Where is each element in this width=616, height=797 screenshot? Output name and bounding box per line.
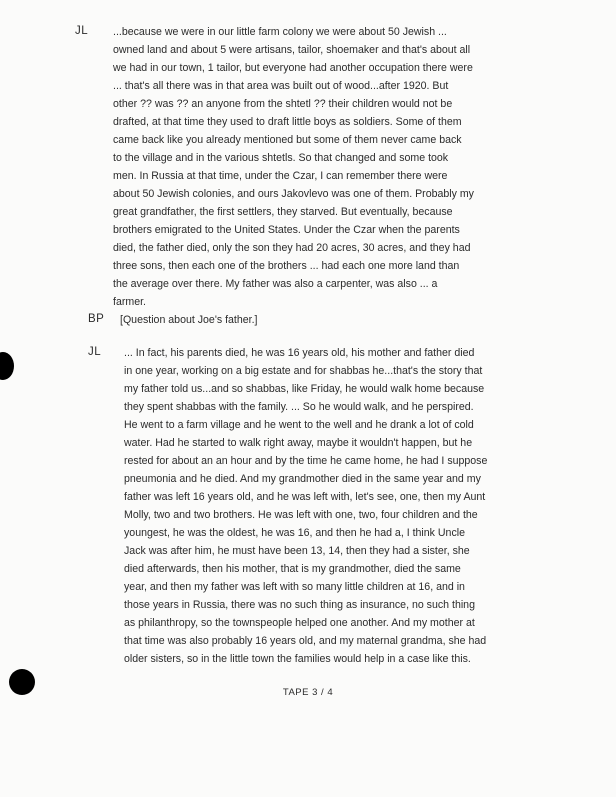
text-line: died afterwards, then his mother, that is my grandmother, died the same: [124, 563, 461, 575]
speech-block: [113, 23, 474, 311]
text-line: great grandfather, the first settlers, they starved. But eventually, because: [113, 206, 453, 218]
speech-block: [120, 311, 257, 329]
text-line: ... In fact, his parents died, he was 16 years old, his mother and father died: [124, 347, 475, 359]
text-line: in one year, working on a big estate and for shabbas he...that's the story that: [124, 365, 483, 377]
text-line: He went to a farm village and he went to the well and he drank a lot of cold: [124, 419, 474, 431]
speech-block: [124, 344, 487, 668]
text-line: [Question about Joe's father.]: [120, 314, 258, 326]
text-line: older sisters, so in the little town the families would help in a case like this.: [124, 653, 471, 665]
text-line: my father told us...and so shabbas, like Friday, he would walk home because: [124, 383, 485, 395]
text-line: Jack was after him, he must have been 13, 14, then they had a sister, she: [124, 545, 470, 557]
text-line: farmer.: [113, 296, 146, 308]
text-line: father was left 16 years old, and he was left with, let's see, one, then my Aunt: [124, 491, 486, 503]
text-line: owned land and about 5 were artisans, tailor, shoemaker and that's about all: [113, 44, 471, 56]
text-line: youngest, he was the oldest, he was 16, and then he had a, I think Uncle: [124, 527, 465, 539]
text-line: Molly, two and two brothers. He was left with one, two, four children and the: [124, 509, 478, 521]
text-line: ...because we were in our little farm colony we were about 50 Jewish ...: [113, 26, 447, 38]
speaker-label: JL: [88, 346, 102, 358]
text-line: ... that's all there was in that area was built out of wood...after 1920. But: [113, 80, 449, 92]
text-line: they spent shabbas with the family. ... So he would walk, and he perspired.: [124, 401, 474, 413]
text-line: other ?? was ?? an anyone from the shtetl ?? their children would not be: [113, 98, 453, 110]
text-line: about 50 Jewish colonies, and ours Jakovlevo was one of them. Probably my: [113, 188, 474, 200]
text-line: water. Had he started to walk right away, maybe it wouldn't happen, but he: [124, 437, 473, 449]
speaker-label: BP: [88, 313, 105, 325]
speaker-label: JL: [75, 25, 89, 37]
punch-hole: [0, 352, 14, 380]
text-line: year, and then my father was left with so many little children at 16, and in: [124, 581, 465, 593]
text-line: men. In Russia at that time, under the Czar, I can remember there were: [113, 170, 448, 182]
text-line: to the village and in the various shtetls. So that changed and some took: [113, 152, 449, 164]
text-line: that time was also probably 16 years old, and my maternal grandma, she had: [124, 635, 487, 647]
text-line: we had in our town, 1 tailor, but everyone had another occupation there were: [113, 62, 473, 74]
text-line: died, the father died, only the son they had 20 acres, 30 acres, and they had: [113, 242, 471, 254]
text-line: brothers emigrated to the United States. Under the Czar when the parents: [113, 224, 460, 236]
text-line: rested for about an an hour and by the time he came home, he had I suppose: [124, 455, 488, 467]
page-footer: TAPE 3 / 4: [282, 687, 334, 698]
text-line: the average over there. My father was also a carpenter, was also ... a: [113, 278, 438, 290]
text-line: three sons, then each one of the brothers ... had each one more land than: [113, 260, 460, 272]
text-line: as philanthropy, so the townspeople helped one another. And my mother at: [124, 617, 475, 629]
text-line: those years in Russia, there was no such thing as insurance, no such thing: [124, 599, 475, 611]
text-line: drafted, at that time they used to draft little boys as soldiers. Some of them: [113, 116, 462, 128]
text-line: came back like you already mentioned but some of them never came back: [113, 134, 462, 146]
text-line: pneumonia and he died. And my grandmother died in the same year and my: [124, 473, 481, 485]
